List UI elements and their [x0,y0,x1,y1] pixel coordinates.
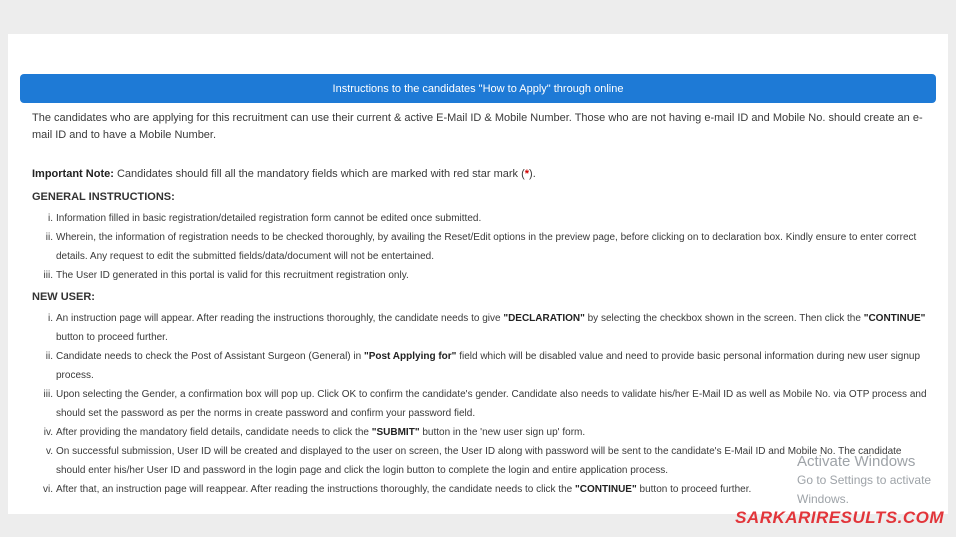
instructions-card [8,34,948,514]
list-item: ii. Wherein, the information of registration needs to be checked thoroughly, by availing the Reset/Edit options in the preview page, before clicking on to declaration box. Kindly ensure to enter correct details. Any request to edit the submitted fields/data/document will not be entertained. [45,232,917,262]
new-user-heading: NEW USER: [32,291,95,303]
list-item: iii. Upon selecting the Gender, a confirmation box will pop up. Click OK to confirm the candidate's gender. Candidate also needs to validate his/her E-Mail ID as well as Mobile No. via OTP process and should set the password as per the norms in create password and confirm your password field. [43,389,927,419]
banner-title: Instructions to the candidates "How to Apply" through online [332,82,624,95]
site-brand-logo: SARKARIRESULTS.COM [735,508,944,527]
watermark-subtitle: Go to Settings to activate Windows. [797,473,932,506]
watermark-title: Activate Windows [797,453,916,470]
general-instructions-list [32,209,932,285]
required-star: * [524,168,530,180]
list-item: v. On successful submission, User ID will be created and displayed to the user on screen, the User ID along with password will be sent to the candidate's E-Mail ID and Mobile No. The candidate should enter his/her User ID and password in the login page and click the login button to complete the login and entire application process. [45,446,902,476]
activate-windows-watermark [797,452,956,509]
important-note-label: Important Note: [32,168,114,180]
list-item: i. An instruction page will appear. After reading the instructions thoroughly, the candidate needs to give "DECLARATION" by selecting the checkbox shown in the screen. Then click the "CONTINUE" button to proceed further. [48,313,926,343]
instructions-content [32,110,932,499]
list-item: ii. Candidate needs to check the Post of Assistant Surgeon (General) in "Post Applying for" field which will be disabled value and need to provide basic personal information during new user signup process. [45,351,921,381]
important-note [32,166,932,183]
list-item: i. Information filled in basic registration/detailed registration form cannot be edited once submitted. [48,213,482,224]
list-item: vi. After that, an instruction page will reappear. After reading the instructions thoroughly, the candidate needs to click the "CONTINUE" button to proceed further. [43,484,752,495]
instructions-banner [20,74,936,103]
important-note-text: Candidates should fill all the mandatory fields which are marked with red star mark ( [113,168,525,180]
list-item: iii. The User ID generated in this portal is valid for this recruitment registration only. [43,270,409,281]
list-item: iv. After providing the mandatory field details, candidate needs to click the "SUBMIT" button in the 'new user sign up' form. [43,427,586,438]
important-note-tail: ). [529,168,536,180]
intro-paragraph: The candidates who are applying for this recruitment can use their current & active E-Mail ID & Mobile Number. Those who are not having e-mail ID and Mobile No. should create an e-mail ID and to have a Mobile Number. [32,112,923,141]
general-instructions-heading: GENERAL INSTRUCTIONS: [32,191,175,203]
